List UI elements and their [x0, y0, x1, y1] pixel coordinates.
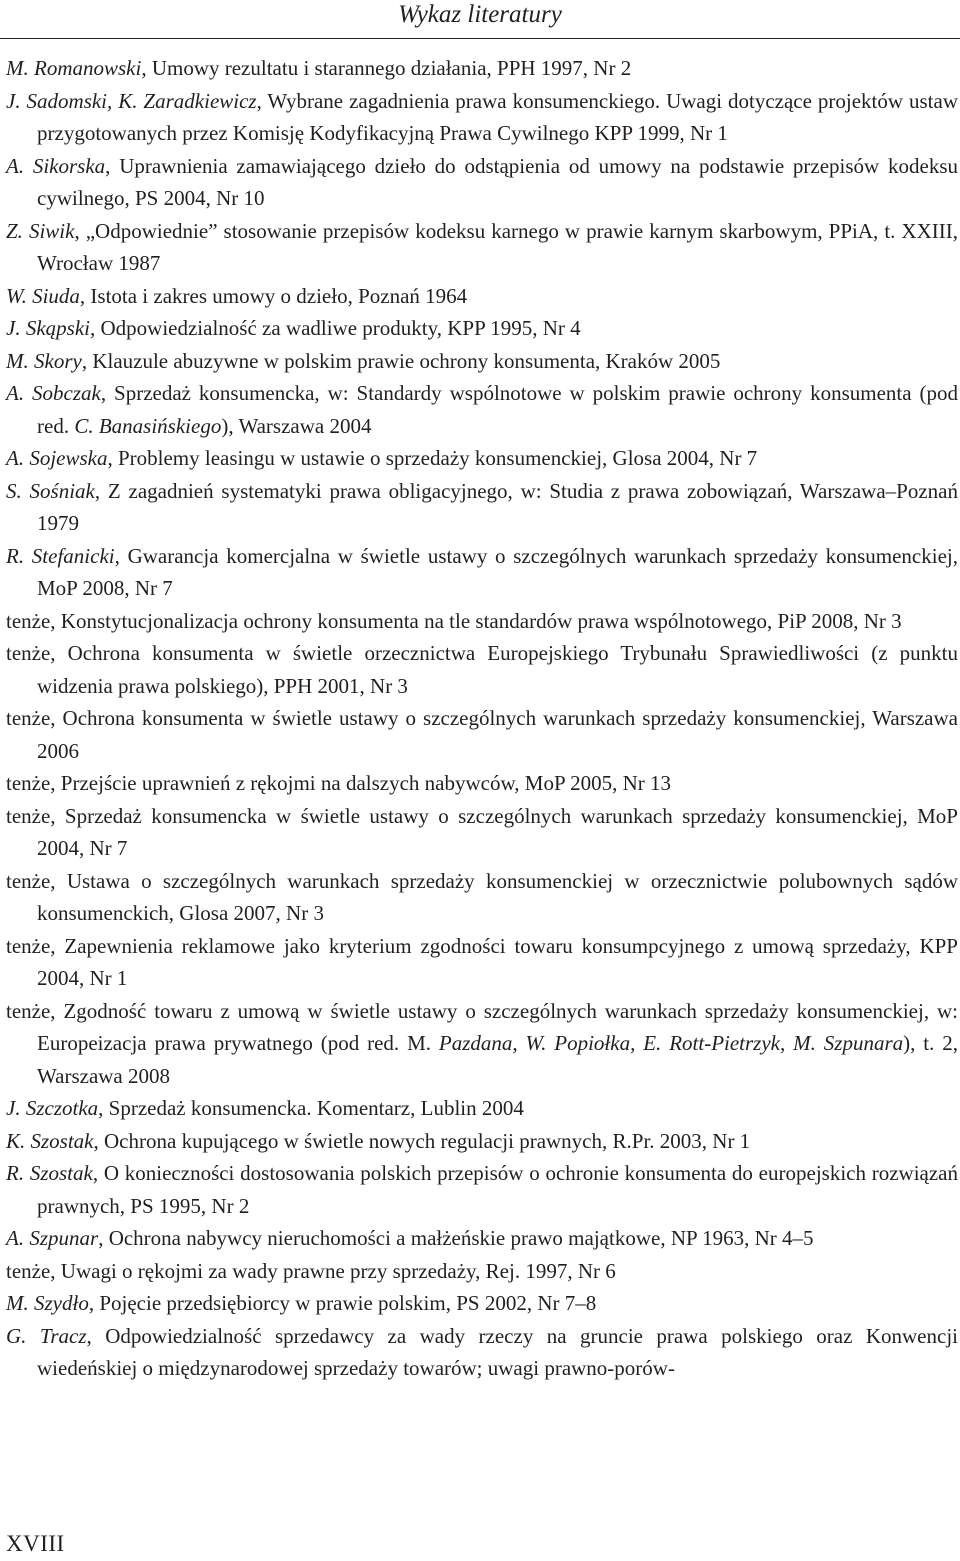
header-rule — [0, 38, 960, 39]
bibliography-entry — [6, 85, 958, 150]
entry-text: tenże, Sprzedaż konsumencka w świetle ustawy o szczególnych warunkach sprzedaży konsumenckiej, MoP 2004, Nr 7 — [6, 803, 958, 860]
bibliography-entry — [6, 865, 958, 930]
bibliography-entry — [6, 637, 958, 702]
bibliography-entry — [6, 1287, 958, 1320]
bibliography-entry — [6, 1222, 958, 1255]
bibliography-entry — [6, 312, 958, 345]
entry-text: tenże, Zgodność towaru z umową w świetle ustawy o szczególnych warunkach sprzedaży konsumenckiej, w: Europeizacja prawa prywatnego (pod red. M. — [6, 998, 958, 1055]
bibliography-entry — [6, 1125, 958, 1158]
bibliography-entry — [6, 702, 958, 767]
entry-author: A. Szpunar — [6, 1226, 99, 1250]
bibliography-entry — [6, 1092, 958, 1125]
bibliography-entry — [6, 345, 958, 378]
entry-text: , Z zagadnień systematyki prawa obligacyjnego, w: Studia z prawa zobowiązań, Warszawa–Poznań 1979 — [37, 478, 958, 535]
bibliography-entry — [6, 767, 958, 800]
bibliography-entry — [6, 52, 958, 85]
entry-text: , Problemy leasingu w ustawie o sprzedaży konsumenckiej, Glosa 2004, Nr 7 — [107, 446, 758, 470]
bibliography-entry — [6, 605, 958, 638]
entry-author: C. Banasińskiego — [74, 413, 222, 438]
entry-author: S. Sośniak — [6, 478, 95, 503]
bibliography-entry — [6, 1157, 958, 1222]
entry-text: , Gwarancja komercjalna w świetle ustawy o szczególnych warunkach sprzedaży konsumenckiej, MoP 2008, Nr 7 — [37, 543, 958, 600]
entry-text: tenże, Przejście uprawnień z rękojmi na dalszych nabywców, MoP 2005, Nr 13 — [6, 771, 671, 795]
entry-author: Pazdana, W. Popiołka, E. Rott-Pietrzyk, M. Szpunara — [438, 1031, 904, 1055]
entry-text: tenże, Ochrona konsumenta w świetle orzecznictwa Europejskiego Trybunału Sprawiedliwości (z punktu widzenia prawa polskiego), PPH 2001, Nr 3 — [6, 641, 958, 698]
entry-text: tenże, Konstytucjonalizacja ochrony konsumenta na tle standardów prawa wspólnotowego, PiP 2008, Nr 3 — [6, 608, 902, 633]
page-number: XVIII — [6, 1531, 65, 1556]
bibliography-entry — [6, 540, 958, 605]
entry-author: M. Skory — [6, 348, 82, 373]
bibliography-entry — [6, 442, 958, 475]
entry-text: , Uprawnienia zamawiającego dzieło do odstąpienia od umowy na podstawie przepisów kodeksu cywilnego, PS 2004, Nr 10 — [37, 153, 958, 210]
entry-author: A. Sojewska — [6, 446, 108, 470]
bibliography-entry — [6, 280, 958, 313]
bibliography-entry — [6, 1320, 958, 1385]
entry-text: , Sprzedaż konsumencka. Komentarz, Lublin 2004 — [98, 1096, 524, 1120]
entry-text: ), Warszawa 2004 — [221, 413, 372, 438]
entry-author: J. Sadomski, K. Zaradkiewicz — [6, 88, 257, 113]
entry-text: , „Odpowiednie” stosowanie przepisów kodeksu karnego w prawie karnym skarbowym, PPiA, t. XXIII, Wrocław 1987 — [37, 218, 958, 275]
entry-author: K. Szostak — [6, 1128, 94, 1153]
entry-author: J. Skąpski — [6, 316, 90, 340]
bibliography-entry — [6, 475, 958, 540]
entry-author: W. Siuda — [6, 283, 80, 308]
entry-text: , Ochrona kupującego w świetle nowych regulacji prawnych, R.Pr. 2003, Nr 1 — [93, 1128, 751, 1153]
bibliography-entry — [6, 377, 958, 442]
bibliography-entry — [6, 930, 958, 995]
entry-author: J. Szczotka — [6, 1096, 99, 1120]
entry-text: tenże, Zapewnienia reklamowe jako kryterium zgodności towaru konsumpcyjnego z umową sprzedaży, KPP 2004, Nr 1 — [6, 933, 958, 990]
entry-text: tenże, Ustawa o szczególnych warunkach sprzedaży konsumenckiej w orzecznictwie polubownych sądów konsumenckich, Glosa 2007, Nr 3 — [6, 868, 958, 925]
entry-author: A. Sobczak — [6, 381, 101, 405]
entry-text: , Odpowiedzialność sprzedawcy za wady rzeczy na gruncie prawa polskiego oraz Konwencji wiedeńskiej o międzynarodowej sprzedaży towarów; uwagi prawno-porów- — [37, 1323, 958, 1380]
bibliography-entry — [6, 150, 958, 215]
entry-text: , O konieczności dostosowania polskich przepisów o ochronie konsumenta do europejskich rozwiązań prawnych, PS 1995, Nr 2 — [37, 1161, 959, 1218]
entry-text: , Odpowiedzialność za wadliwe produkty, KPP 1995, Nr 4 — [89, 316, 581, 340]
bibliography-entry — [6, 1255, 958, 1288]
entry-author: R. Stefanicki — [6, 543, 115, 568]
entry-author: M. Szydło — [6, 1291, 89, 1315]
bibliography-entry — [6, 995, 958, 1093]
entry-text: , Wybrane zagadnienia prawa konsumenckiego. Uwagi dotyczące projektów ustaw przygotowanych przez Komisję Kodyfikacyjną Prawa Cywilnego KPP 1999, Nr 1 — [37, 88, 959, 145]
entry-text: , Umowy rezultatu i starannego działania, PPH 1997, Nr 2 — [141, 56, 632, 80]
entry-text: , Ochrona nabywcy nieruchomości a małżeńskie prawo majątkowe, NP 1963, Nr 4–5 — [98, 1226, 814, 1250]
entry-text: tenże, Uwagi o rękojmi za wady prawne przy sprzedaży, Rej. 1997, Nr 6 — [6, 1258, 616, 1283]
entry-text: tenże, Ochrona konsumenta w świetle ustawy o szczególnych warunkach sprzedaży konsumenckiej, Warszawa 2006 — [6, 706, 958, 763]
entry-author: G. Tracz — [6, 1323, 87, 1348]
entry-author: Z. Siwik — [6, 218, 75, 243]
entry-text: , Sprzedaż konsumencka, w: Standardy wspólnotowe w polskim prawie ochrony konsumenta (pod red. — [37, 381, 958, 438]
entry-author: M. Romanowski — [6, 56, 142, 80]
entry-author: R. Szostak — [6, 1161, 93, 1185]
entry-text: , Klauzule abuzywne w polskim prawie ochrony konsumenta, Kraków 2005 — [81, 348, 721, 373]
entry-text: , Istota i zakres umowy o dzieło, Poznań 1964 — [79, 283, 468, 308]
bibliography-entry — [6, 215, 958, 280]
bibliography-entry — [6, 800, 958, 865]
entry-text: , Pojęcie przedsiębiorcy w prawie polskim, PS 2002, Nr 7–8 — [88, 1291, 597, 1315]
entry-author: A. Sikorska — [6, 153, 106, 178]
bibliography-list — [6, 52, 958, 1385]
running-head: Wykaz literatury — [398, 1, 562, 28]
entry-text: ), t. 2, Warszawa 2008 — [37, 1031, 959, 1088]
